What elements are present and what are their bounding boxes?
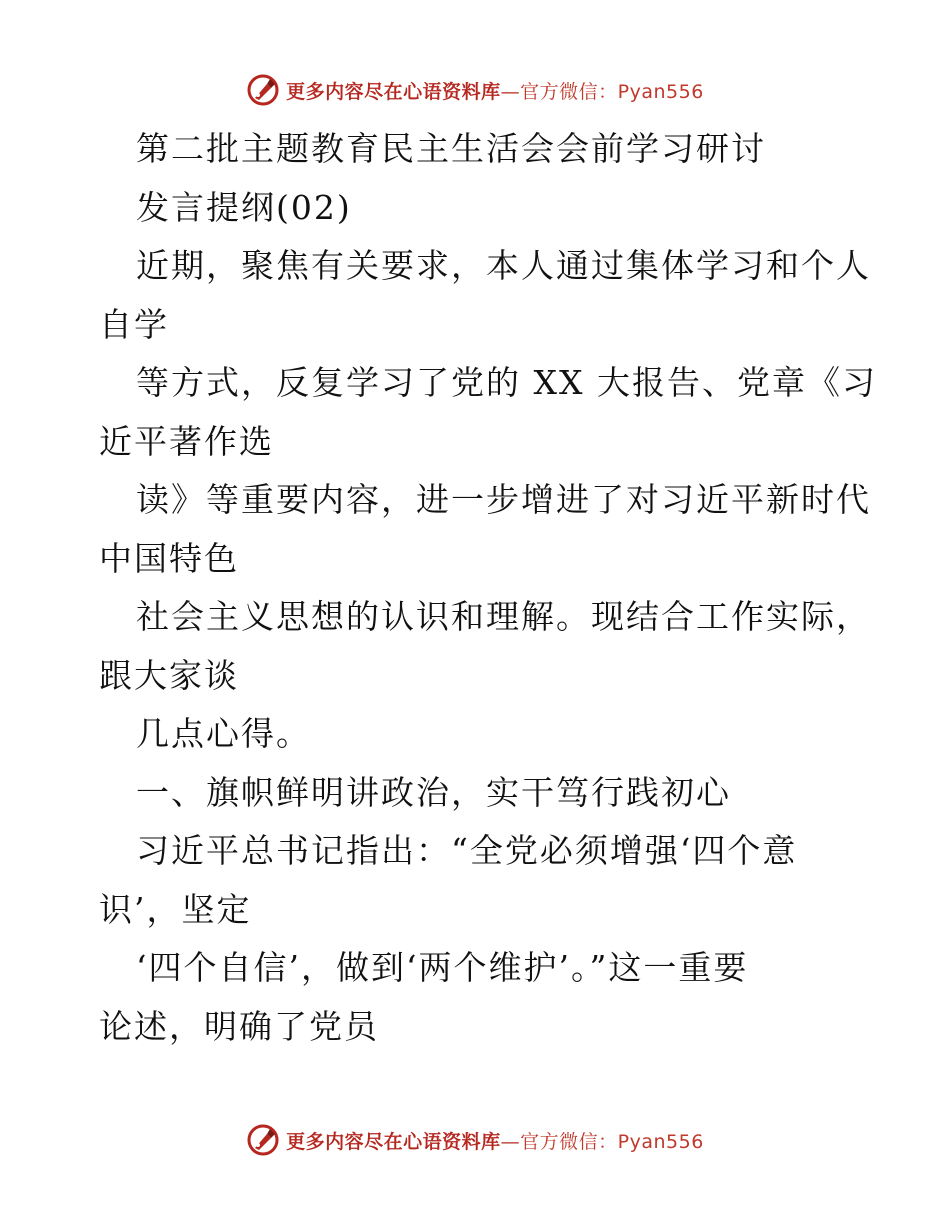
paragraph-line: 识’，坚定 xyxy=(99,889,252,929)
watermark-wechat-text: 官方微信：Pyan556 xyxy=(520,1130,704,1153)
watermark-dash: — xyxy=(500,80,521,103)
pen-nib-logo-icon xyxy=(246,1123,280,1157)
watermark-wechat-text: 官方微信：Pyan556 xyxy=(520,80,704,103)
header-watermark-inner xyxy=(246,73,704,107)
paragraph-line: 近期，聚焦有关要求，本人通过集体学习和个人 xyxy=(136,246,871,285)
paragraph-line: 论述，明确了党员 xyxy=(99,1006,379,1046)
watermark-main-text: 更多内容尽在心语资料库 xyxy=(286,1130,501,1153)
paragraph-line: 等方式，反复学习了党的 XX 大报告、党章《习 xyxy=(136,363,877,402)
section-heading: 一、旗帜鲜明讲政治，实干笃行践初心 xyxy=(136,772,731,812)
paragraph-line: 读》等重要内容，进一步增进了对习近平新时代 xyxy=(136,480,871,519)
footer-watermark-banner xyxy=(0,1120,950,1160)
paragraph-line: 几点心得。 xyxy=(136,714,311,753)
paragraph-line: ‘四个自信’，做到‘两个维护’。”这一重要 xyxy=(136,948,749,987)
title-line-2: 发言提纲(02) xyxy=(136,187,352,227)
watermark-main-text: 更多内容尽在心语资料库 xyxy=(286,80,501,103)
title-line-1: 第二批主题教育民主生活会会前学习研讨 xyxy=(136,129,766,168)
document-body xyxy=(99,120,877,1056)
watermark-dash: — xyxy=(500,1130,521,1153)
paragraph-line: 中国特色 xyxy=(99,538,239,578)
paragraph-line: 近平著作选 xyxy=(99,421,274,461)
header-watermark-banner xyxy=(0,70,950,110)
paragraph-line: 习近平总书记指出：“全党必须增强‘四个意 xyxy=(136,831,798,870)
paragraph-line: 社会主义思想的认识和理解。现结合工作实际， xyxy=(136,597,871,636)
footer-watermark-inner xyxy=(246,1123,704,1157)
paragraph-line: 跟大家谈 xyxy=(99,655,239,695)
watermark-text xyxy=(286,77,704,104)
pen-nib-logo-icon xyxy=(246,73,280,107)
paragraph-line: 自学 xyxy=(99,304,169,344)
watermark-text xyxy=(286,1127,704,1154)
